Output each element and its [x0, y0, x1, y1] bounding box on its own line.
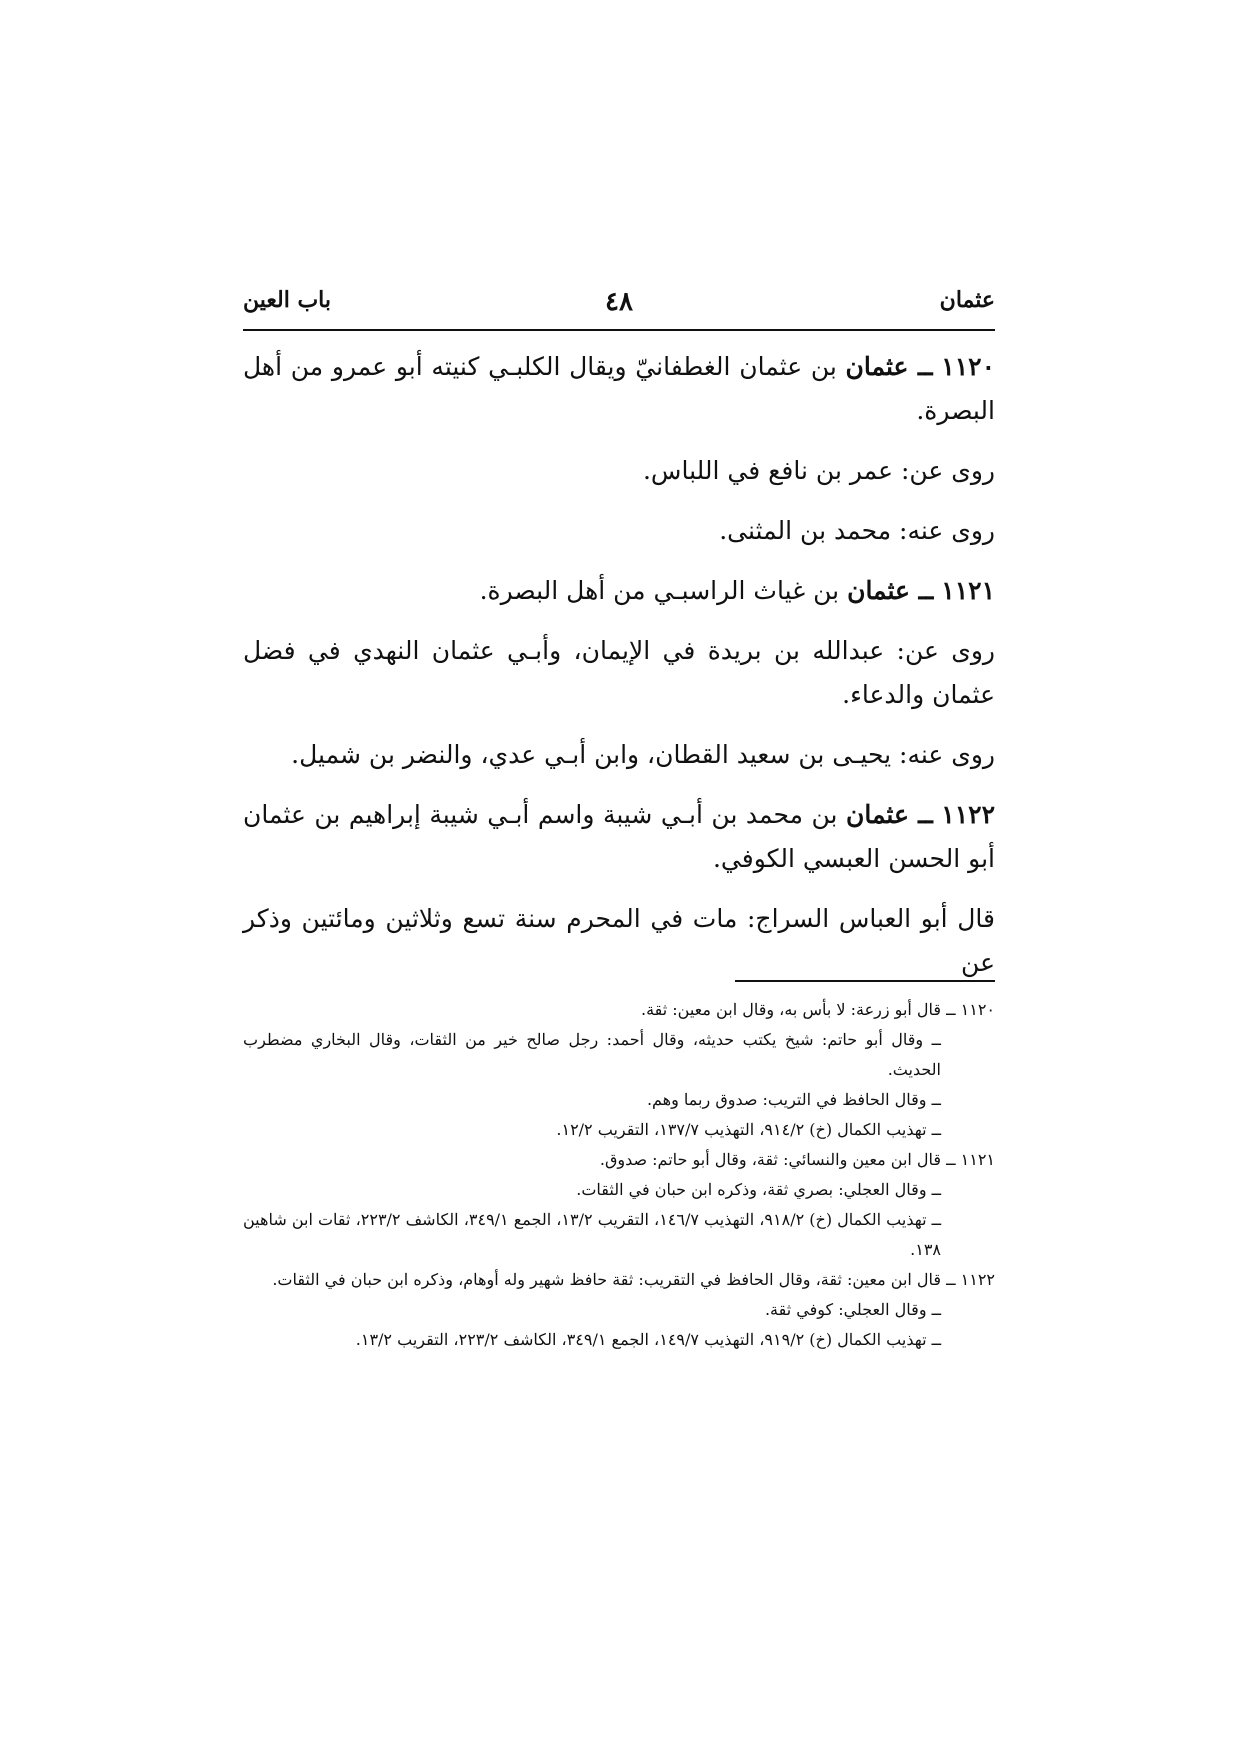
- main-text: [243, 345, 995, 1001]
- page-number: ٤٨: [605, 287, 633, 317]
- footnote-line: ــ وقال العجلي: كوفي ثقة.: [764, 1300, 941, 1319]
- narrated-from: روى عن: عبدالله بن بريدة في الإيمان، وأبـي عثمان النهدي في فضل عثمان والدعاء.: [243, 636, 995, 709]
- footnote-lead: ١١٢٠ ــ قال أبو زرعة: لا بأس به، وقال ابن معين: ثقة.: [640, 1000, 995, 1019]
- entry-heading: ١١٢١ ــ عثمان بن غياث الراسبـي من أهل البصرة.: [479, 576, 995, 605]
- footnote-line: ــ وقال الحافظ في التريب: صدوق ربما وهم.: [646, 1090, 941, 1109]
- narrated-by: روى عنه: محمد بن المثنى.: [719, 516, 995, 545]
- entry-description: بن محمد بن أبـي شيبة واسم أبـي شيبة إبراهيم بن عثمان أبو الحسن العبسي الكوفي.: [243, 800, 995, 873]
- footnote: [243, 1145, 995, 1265]
- entry-name: عثمان: [846, 800, 909, 829]
- text-paragraph: قال أبو العباس السراج: مات في المحرم سنة تسع وثلاثين ومائتين وذكر عن: [243, 904, 995, 977]
- footnotes: [243, 995, 995, 1355]
- footnote-divider: [735, 980, 995, 982]
- entry-name: عثمان: [845, 352, 909, 381]
- footnote: [243, 1265, 995, 1355]
- running-header: [243, 285, 995, 331]
- entry-description: بن غياث الراسبـي من أهل البصرة.: [479, 576, 848, 605]
- entry-name: عثمان: [847, 576, 910, 605]
- entry-description: بن عثمان الغطفانيّ ويقال الكلبـي كنيته أبو عمرو من أهل البصرة.: [243, 352, 995, 425]
- entry-number: ١١٢١: [941, 576, 995, 605]
- footnote-lead: ١١٢١ ــ قال ابن معين والنسائي: ثقة، وقال أبو حاتم: صدوق.: [599, 1150, 995, 1169]
- entry-number: ١١٢٢: [941, 800, 996, 829]
- footnote-line: ــ تهذيب الكمال (خ) ٩١٨/٢، التهذيب ١٤٦/٧، التقريب ١٣/٢، الجمع ٣٤٩/١، الكاشف ٢٢٣/٢، ثقات ابن شاهين ١٣٨.: [243, 1210, 942, 1259]
- narrated-from: روى عن: عمر بن نافع في اللباس.: [642, 456, 995, 485]
- entry-heading: ١١٢٢ ــ عثمان بن محمد بن أبـي شيبة واسم أبـي شيبة إبراهيم بن عثمان أبو الحسن العبسي الكوفي.: [243, 800, 996, 873]
- footnote-line: ــ تهذيب الكمال (خ) ٩١٤/٢، التهذيب ١٣٧/٧، التقريب ١٢/٢.: [556, 1120, 941, 1139]
- footnote-line: ــ تهذيب الكمال (خ) ٩١٩/٢، التهذيب ١٤٩/٧، الجمع ٣٤٩/١، الكاشف ٢٢٣/٢، التقريب ١٣/٢.: [355, 1330, 941, 1349]
- footnote-lead: ١١٢٢ ــ قال ابن معين: ثقة، وقال الحافظ في التقريب: ثقة حافظ شهير وله أوهام، وذكره ابن حبان في الثقات.: [272, 1270, 995, 1289]
- footnote-line: ــ وقال أبو حاتم: شيخ يكتب حديثه، وقال أحمد: رجل صالح خير من الثقات، وقال البخاري مضطرب الحديث.: [243, 1030, 941, 1079]
- header-chapter-title: باب العين: [243, 287, 332, 313]
- header-entry-name: عثمان: [939, 287, 995, 313]
- entry-heading: ١١٢٠ ــ عثمان بن عثمان الغطفانيّ ويقال الكلبـي كنيته أبو عمرو من أهل البصرة.: [243, 352, 995, 425]
- footnote: [243, 995, 995, 1145]
- entry-number: ١١٢٠: [941, 352, 995, 381]
- narrated-by: روى عنه: يحيـى بن سعيد القطان، وابن أبـي عدي، والنضر بن شميل.: [291, 740, 995, 769]
- footnote-line: ــ وقال العجلي: بصري ثقة، وذكره ابن حبان في الثقات.: [576, 1180, 941, 1199]
